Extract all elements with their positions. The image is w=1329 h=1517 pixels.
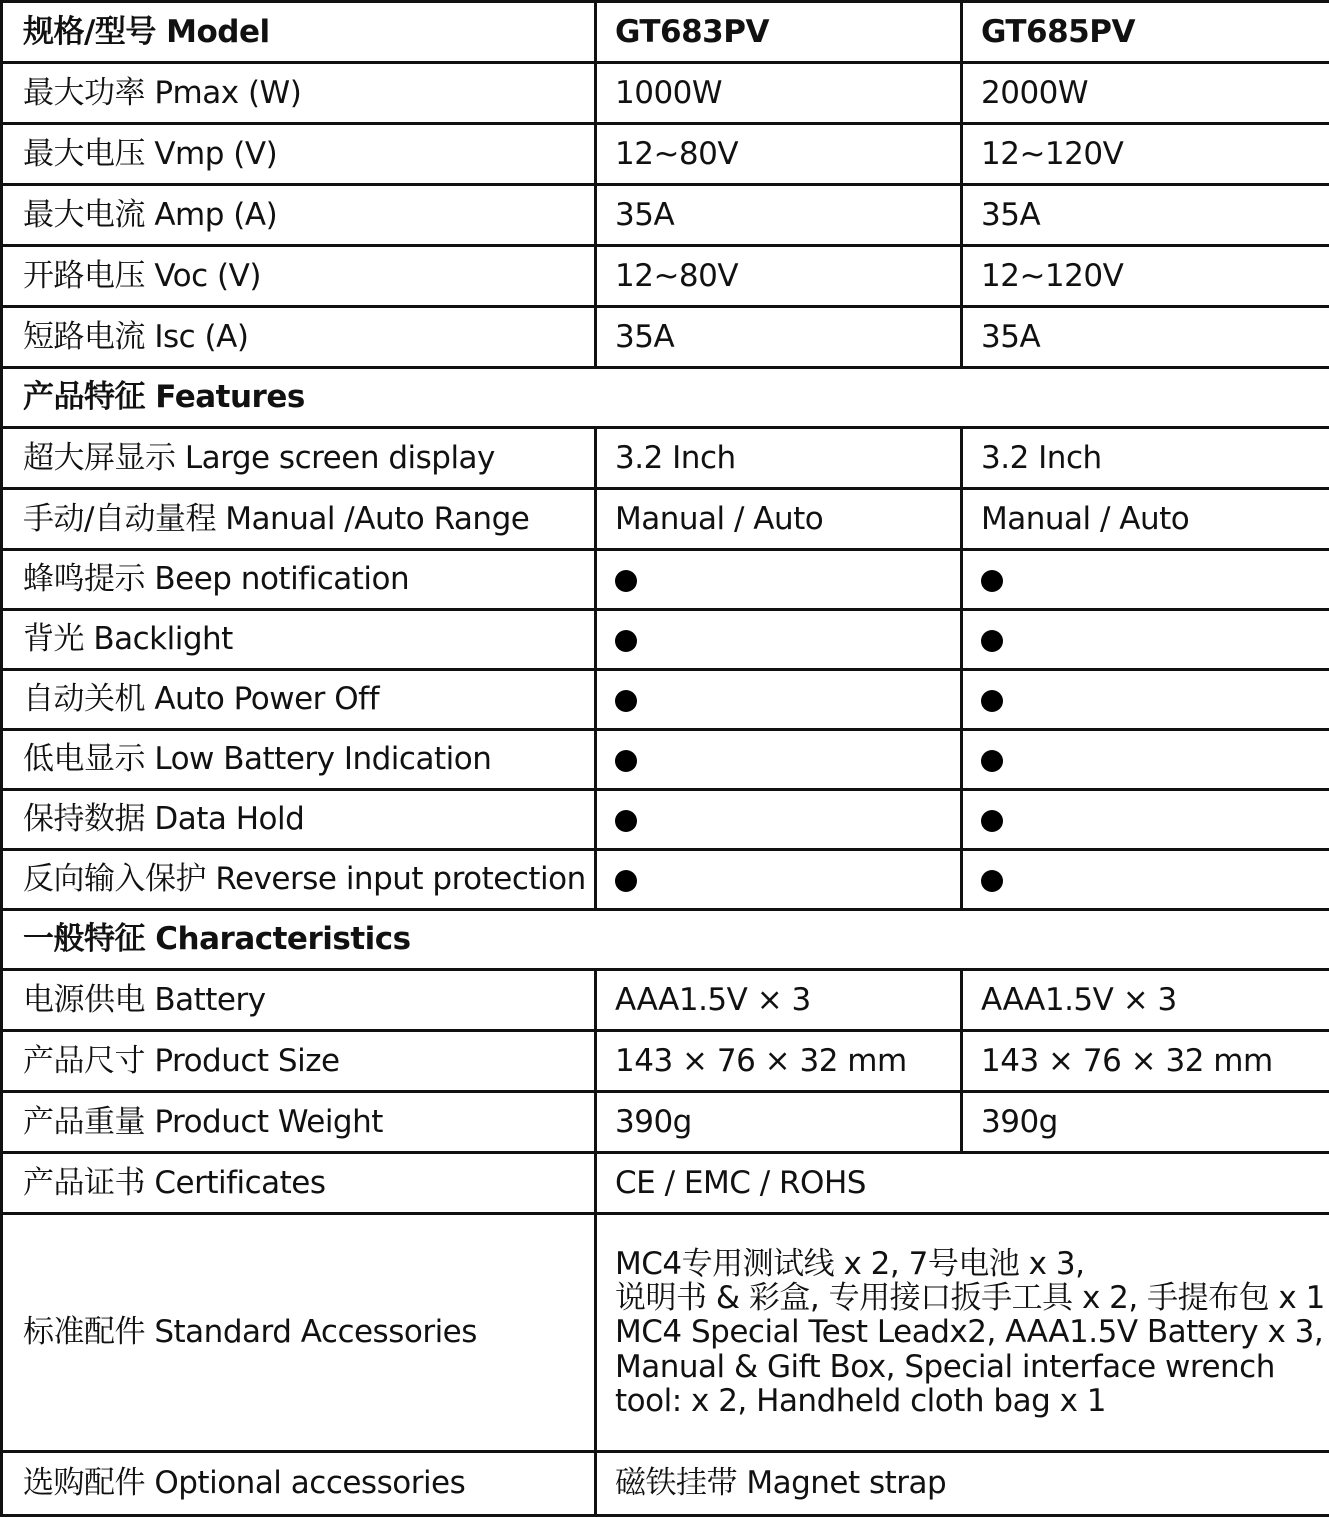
- row-label: 蜂鸣提示 Beep notification: [2, 550, 596, 610]
- accessory-line: MC4 Special Test Leadx2, AAA1.5V Battery x 3,: [615, 1315, 1329, 1349]
- table-row: [2, 670, 1329, 730]
- table-row: [2, 1031, 1329, 1092]
- supported-dot-icon: [615, 630, 637, 652]
- value-gt683pv: 12~80V: [596, 246, 962, 307]
- value-gt685pv: [962, 670, 1329, 730]
- supported-dot-icon: [615, 690, 637, 712]
- supported-dot-icon: [981, 750, 1003, 772]
- table-row: [2, 63, 1329, 124]
- value-gt683pv: 35A: [596, 185, 962, 246]
- optional-accessories-value: 磁铁挂带 Magnet strap: [596, 1452, 1329, 1516]
- header-row: [2, 2, 1329, 63]
- certificates-row: [2, 1153, 1329, 1214]
- section-header-characteristics: [2, 910, 1329, 970]
- supported-dot-icon: [615, 810, 637, 832]
- value-gt683pv: 12~80V: [596, 124, 962, 185]
- row-label: 超大屏显示 Large screen display: [2, 428, 596, 489]
- standard-accessories-row: [2, 1214, 1329, 1452]
- table-row: [2, 428, 1329, 489]
- value-gt683pv: 143 × 76 × 32 mm: [596, 1031, 962, 1092]
- value-gt683pv: [596, 730, 962, 790]
- row-label: 产品证书 Certificates: [2, 1153, 596, 1214]
- table-row: [2, 850, 1329, 910]
- model-gt685pv: GT685PV: [962, 2, 1329, 63]
- value-gt685pv: 390g: [962, 1092, 1329, 1153]
- characteristics-title: 一般特征 Characteristics: [2, 910, 1329, 970]
- value-gt685pv: 35A: [962, 307, 1329, 368]
- table-row: [2, 610, 1329, 670]
- row-label: 最大电压 Vmp (V): [2, 124, 596, 185]
- row-label: 电源供电 Battery: [2, 970, 596, 1031]
- value-gt685pv: 143 × 76 × 32 mm: [962, 1031, 1329, 1092]
- value-gt685pv: [962, 850, 1329, 910]
- table-row: [2, 730, 1329, 790]
- standard-accessories-list: [596, 1214, 1329, 1452]
- value-gt683pv: Manual / Auto: [596, 489, 962, 550]
- model-label: 规格/型号 Model: [2, 2, 596, 63]
- table-row: [2, 307, 1329, 368]
- value-gt683pv: 35A: [596, 307, 962, 368]
- row-label: 产品尺寸 Product Size: [2, 1031, 596, 1092]
- table-row: [2, 970, 1329, 1031]
- value-gt683pv: [596, 790, 962, 850]
- value-gt683pv: [596, 670, 962, 730]
- value-gt685pv: [962, 550, 1329, 610]
- value-gt685pv: 3.2 Inch: [962, 428, 1329, 489]
- row-label: 保持数据 Data Hold: [2, 790, 596, 850]
- supported-dot-icon: [615, 750, 637, 772]
- supported-dot-icon: [981, 570, 1003, 592]
- table-row: [2, 246, 1329, 307]
- supported-dot-icon: [981, 630, 1003, 652]
- section-header-features: [2, 368, 1329, 428]
- table-row: [2, 550, 1329, 610]
- value-gt683pv: 390g: [596, 1092, 962, 1153]
- value-gt685pv: [962, 610, 1329, 670]
- supported-dot-icon: [615, 870, 637, 892]
- table-row: [2, 489, 1329, 550]
- row-label: 标准配件 Standard Accessories: [2, 1214, 596, 1452]
- accessory-line: tool: x 2, Handheld cloth bag x 1: [615, 1384, 1329, 1418]
- value-gt683pv: 1000W: [596, 63, 962, 124]
- value-gt685pv: Manual / Auto: [962, 489, 1329, 550]
- table-row: [2, 790, 1329, 850]
- value-gt685pv: 35A: [962, 185, 1329, 246]
- row-label: 手动/自动量程 Manual /Auto Range: [2, 489, 596, 550]
- value-gt685pv: 2000W: [962, 63, 1329, 124]
- certificates-value: CE / EMC / ROHS: [596, 1153, 1329, 1214]
- table-row: [2, 185, 1329, 246]
- row-label: 最大电流 Amp (A): [2, 185, 596, 246]
- row-label: 反向输入保护 Reverse input protection: [2, 850, 596, 910]
- row-label: 选购配件 Optional accessories: [2, 1452, 596, 1516]
- table-row: [2, 1092, 1329, 1153]
- supported-dot-icon: [981, 810, 1003, 832]
- accessory-line: MC4专用测试线 x 2, 7号电池 x 3,: [615, 1247, 1329, 1281]
- model-gt683pv: GT683PV: [596, 2, 962, 63]
- row-label: 开路电压 Voc (V): [2, 246, 596, 307]
- row-label: 最大功率 Pmax (W): [2, 63, 596, 124]
- row-label: 短路电流 Isc (A): [2, 307, 596, 368]
- supported-dot-icon: [981, 870, 1003, 892]
- features-title: 产品特征 Features: [2, 368, 1329, 428]
- row-label: 低电显示 Low Battery Indication: [2, 730, 596, 790]
- value-gt683pv: [596, 550, 962, 610]
- value-gt683pv: AAA1.5V × 3: [596, 970, 962, 1031]
- value-gt685pv: [962, 790, 1329, 850]
- row-label: 自动关机 Auto Power Off: [2, 670, 596, 730]
- value-gt683pv: [596, 610, 962, 670]
- row-label: 产品重量 Product Weight: [2, 1092, 596, 1153]
- supported-dot-icon: [981, 690, 1003, 712]
- table-row: [2, 124, 1329, 185]
- accessory-line: Manual & Gift Box, Special interface wrench: [615, 1350, 1329, 1384]
- row-label: 背光 Backlight: [2, 610, 596, 670]
- value-gt685pv: 12~120V: [962, 124, 1329, 185]
- optional-accessories-row: [2, 1452, 1329, 1516]
- accessory-line: 说明书 & 彩盒, 专用接口扳手工具 x 2, 手提布包 x 1: [615, 1281, 1329, 1315]
- value-gt685pv: 12~120V: [962, 246, 1329, 307]
- value-gt683pv: [596, 850, 962, 910]
- supported-dot-icon: [615, 570, 637, 592]
- value-gt685pv: AAA1.5V × 3: [962, 970, 1329, 1031]
- value-gt685pv: [962, 730, 1329, 790]
- value-gt683pv: 3.2 Inch: [596, 428, 962, 489]
